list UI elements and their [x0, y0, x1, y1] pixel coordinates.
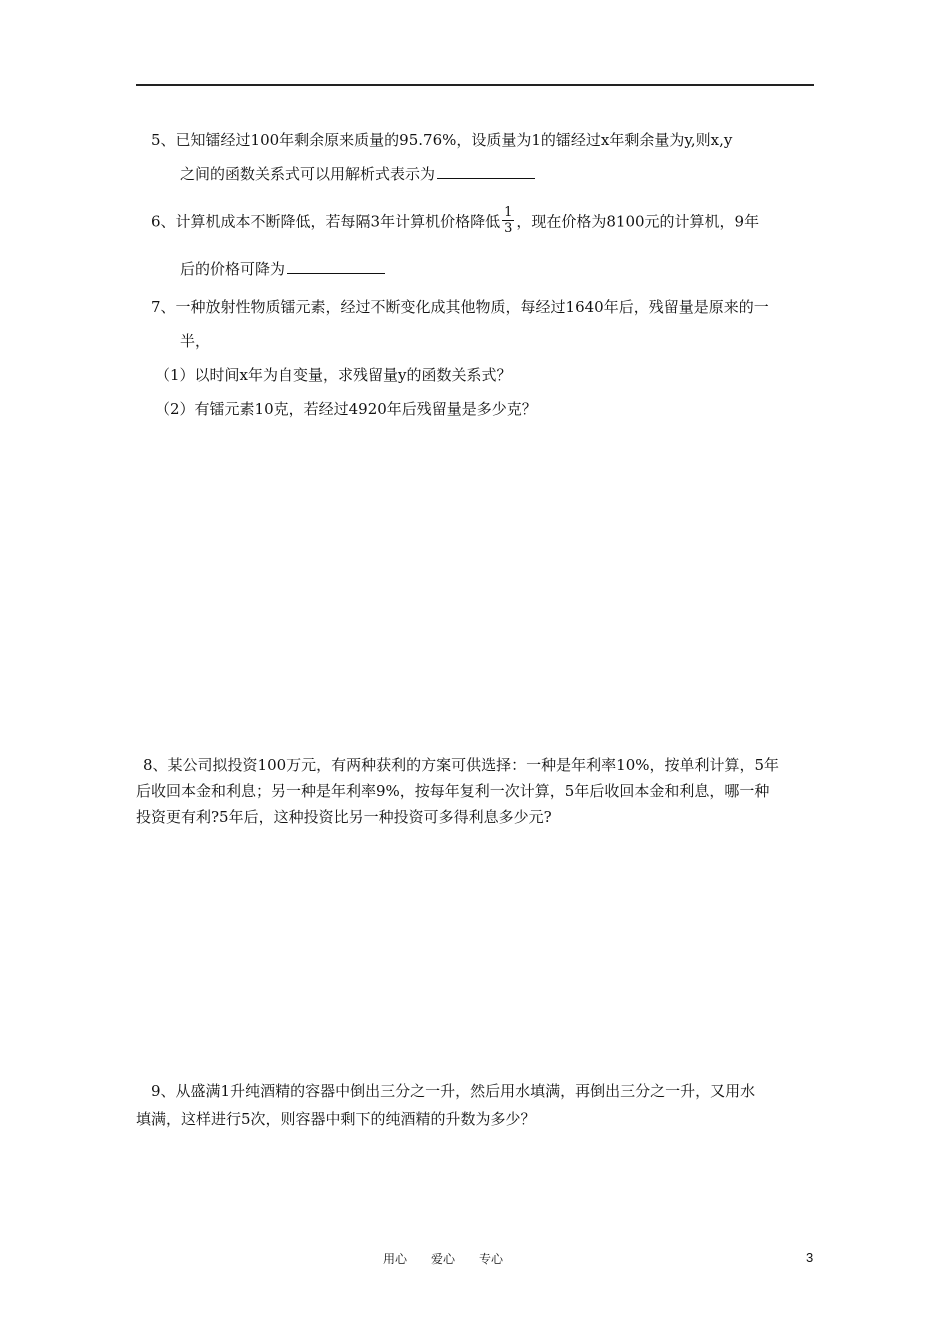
q6-line1-pre: 6、计算机成本不断降低，若每隔3年计算机价格降低 — [151, 212, 501, 231]
footer-motto: 用心 爱心 专心 — [383, 1252, 504, 1266]
q8-line2: 后收回本金和利息；另一种是年利率9%，按每年复利一次计算，5年后收回本金和利息，哪一种 — [136, 782, 770, 800]
q6-answer-blank — [287, 259, 385, 274]
q6-line2 — [180, 259, 385, 279]
q7-line1: 7、一种放射性物质镭元素，经过不断变化成其他物质，每经过1640年后，残留量是原来的一 — [151, 298, 769, 316]
q7-sub2: （2）有镭元素10克，若经过4920年后残留量是多少克？ — [155, 400, 537, 418]
q9-line1: 9、从盛满1升纯酒精的容器中倒出三分之一升，然后用水填满，再倒出三分之一升，又用水 — [151, 1082, 756, 1100]
q6-fraction-numerator: 1 — [504, 205, 513, 220]
q9-line2: 填满，这样进行5次，则容器中剩下的纯酒精的升数为多少？ — [136, 1110, 536, 1128]
q6-line1 — [151, 207, 759, 238]
q5-answer-blank — [437, 164, 535, 179]
q8-line3: 投资更有利?5年后，这种投资比另一种投资可多得利息多少元? — [136, 808, 552, 826]
q7-sub1: （1）以时间x年为自变量，求残留量y的函数关系式？ — [155, 366, 512, 384]
q8-line1: 8、某公司拟投资100万元，有两种获利的方案可供选择：一种是年利率10%，按单利计算，5年 — [143, 756, 780, 774]
header-rule — [136, 84, 814, 86]
q6-fraction-denominator: 3 — [504, 221, 513, 236]
q5-line2-text: 之间的函数关系式可以用解析式表示为 — [180, 165, 436, 183]
q6-line1-post: ，现在价格为8100元的计算机，9年 — [516, 212, 760, 231]
q6-fraction — [502, 205, 514, 236]
q7-line2: 半， — [180, 332, 211, 350]
q5-line1: 5、已知镭经过100年剩余原来质量的95.76%，设质量为1的镭经过x年剩余量为y,则x,y — [151, 131, 733, 149]
q5-line2 — [180, 164, 535, 184]
q6-line2-text: 后的价格可降为 — [180, 260, 286, 278]
page-number: 3 — [806, 1250, 814, 1265]
